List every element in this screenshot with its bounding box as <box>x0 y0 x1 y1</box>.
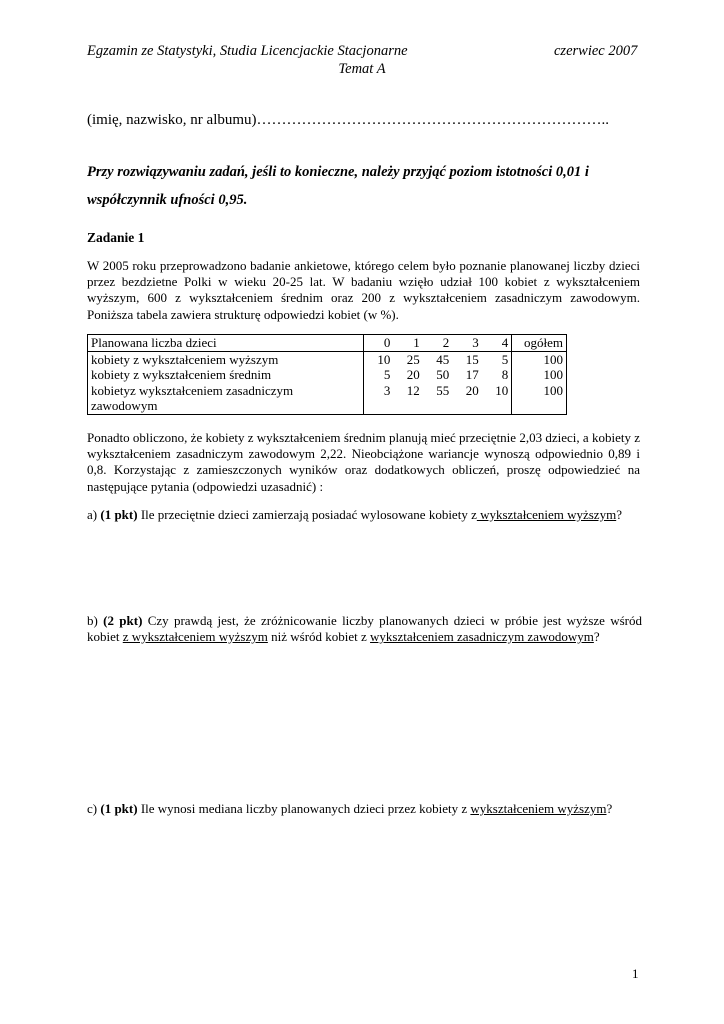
table-cell: 10 <box>482 383 512 415</box>
task-title: Zadanie 1 <box>87 230 145 245</box>
header-variant: Temat A <box>338 61 386 77</box>
question-end: ? <box>593 629 600 645</box>
table-cell: 8 <box>482 367 512 383</box>
student-name-line: (imię, nazwisko, nr albumu)…………………………………………………………….. <box>87 112 610 128</box>
table-cell: 45 <box>436 351 450 367</box>
instruction-text: Przy rozwiązywaniu zadań, jeśli to konieczne, należy przyjąć poziom istotności 0,01 i współczynnik ufności 0,95. <box>87 164 589 208</box>
question-points: (2 pkt) <box>103 613 143 628</box>
table-cell: 55 <box>436 382 450 398</box>
question-underlined: z wykształceniem wyższym <box>122 629 268 645</box>
question-c <box>87 801 642 817</box>
table-cell: 5 <box>383 367 391 382</box>
table-cell: kobietyz wykształceniem zasadniczym zawodowym <box>88 383 364 415</box>
table-cell: 100 <box>543 367 563 382</box>
table-cell: 15 <box>465 351 479 367</box>
question-b <box>87 613 642 645</box>
question-underlined: wykształceniem wyższym <box>470 801 607 816</box>
table-cell: 17 <box>465 367 479 382</box>
question-prefix: c) <box>87 801 101 816</box>
question-a <box>87 507 642 523</box>
table-cell: 20 <box>406 367 420 382</box>
table-header-cell: 0 <box>363 335 393 352</box>
table-row <box>88 383 567 415</box>
question-underlined: wykształceniem zasadniczym zawodowym <box>370 629 594 645</box>
page-number: 1 <box>632 966 639 981</box>
table-cell: kobiety z wykształceniem średnim <box>88 367 364 383</box>
task-intro: W 2005 roku przeprowadzono badanie ankietowe, którego celem było poznanie planowanej liczby dzieci przez bezdzietne Polki w wieku 20-25 lat. W badaniu wzięło udział 100 kobiet z wykształceniem wyższym, 600 z wykształceniem średnim oraz 200 z wykształceniem zasadniczym zawodowym. Poniższa tabela zawiera strukturę odpowiedzi kobiet (w %). <box>87 258 640 322</box>
table-row <box>88 367 567 383</box>
header-date: czerwiec 2007 <box>554 43 638 59</box>
table-cell: 10 <box>377 351 391 367</box>
question-prefix: b) <box>87 613 104 628</box>
header-exam-title: Egzamin ze Statystyki, Studia Licencjackie Stacjonarne <box>87 43 408 59</box>
task-additional-info: Ponadto obliczono, że kobiety z wykształceniem średnim planują mieć przeciętnie 2,03 dzieci, a kobiety z wykształceniem zasadniczym zawodowym 2,22. Nieobciążone wariancje wynoszą odpowiednio 0,89 i 0,8. Korzystając z zamieszczonych wyników oraz dodatkowych obliczeń, proszę odpowiedzieć na następujące pytania (odpowiedzi uzasadnić) : <box>87 430 640 494</box>
table-header-cell: 4 <box>482 335 512 352</box>
table-cell: 100 <box>543 351 563 367</box>
question-underlined: wykształceniem wyższym <box>476 507 617 522</box>
table-header-cell: 2 <box>423 335 452 352</box>
table-cell: 12 <box>406 382 420 398</box>
question-text: Ile przeciętnie dzieci zamierzają posiadać wylosowane kobiety z <box>137 507 477 522</box>
table-header-cell: ogółem <box>512 335 567 352</box>
table-cell: 5 <box>482 351 512 367</box>
table-header-cell: Planowana liczba dzieci <box>88 335 364 352</box>
table-cell: 25 <box>406 351 420 367</box>
response-table <box>87 334 567 415</box>
table-header-cell: 3 <box>452 335 481 352</box>
question-end: ? <box>606 801 613 816</box>
question-text: Czy prawdą jest, że zróżnicowanie liczby planowanych dzieci w próbie jest wyższe wśród kobiet <box>87 613 642 645</box>
table-row <box>88 351 567 367</box>
table-cell: 50 <box>436 367 450 382</box>
table-cell: 3 <box>383 382 391 398</box>
question-end: ? <box>616 507 622 522</box>
question-text: niż wśród kobiet z <box>267 629 371 645</box>
question-points: (1 pkt) <box>100 507 138 522</box>
question-points: (1 pkt) <box>100 801 138 816</box>
question-text: Ile wynosi mediana liczby planowanych dzieci przez kobiety z <box>137 801 471 816</box>
table-header-cell: 1 <box>393 335 422 352</box>
table-cell: 100 <box>543 382 563 398</box>
table-header-row <box>88 335 567 352</box>
question-prefix: a) <box>87 507 101 522</box>
table-cell: 20 <box>465 382 479 398</box>
table-cell: kobiety z wykształceniem wyższym <box>88 351 364 367</box>
